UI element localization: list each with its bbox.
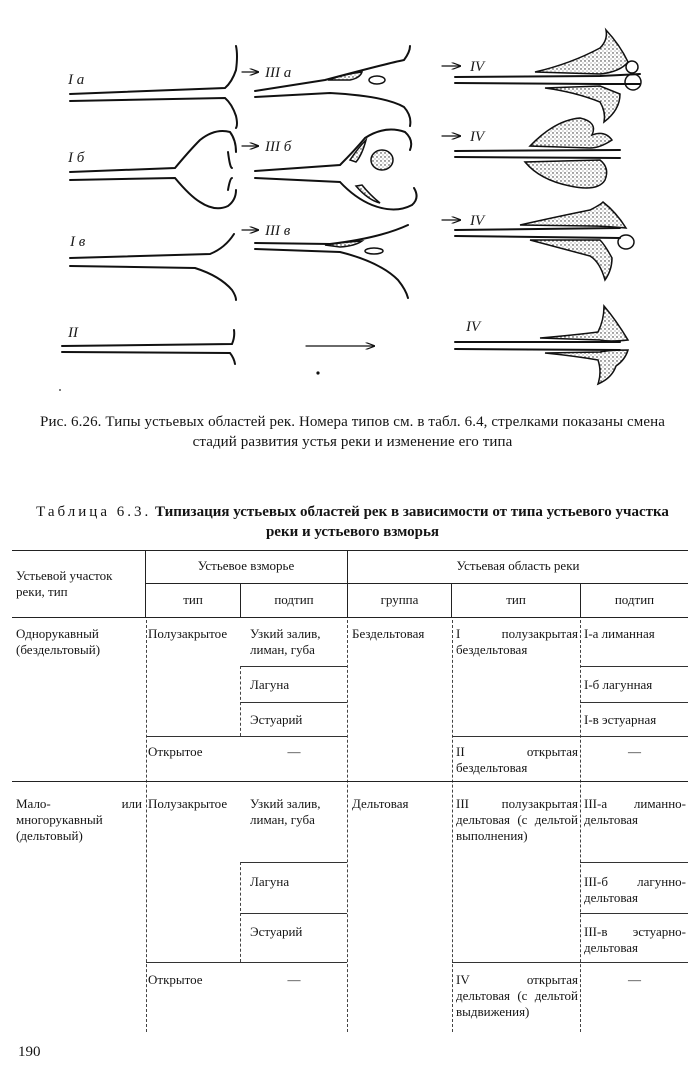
cell-type-II: II открытая бездельтовая xyxy=(456,744,578,775)
cell-narrow-bay-1: Узкий залив, лиман, губа xyxy=(250,626,321,657)
cell-semi-closed-2: Полузакрытое xyxy=(148,796,228,811)
label-IIIv: III в xyxy=(265,223,291,239)
cell-lagoon-2: Лагуна xyxy=(250,874,290,889)
label-IV-1: IV xyxy=(470,59,485,75)
cell-dash-2: — xyxy=(287,972,301,987)
cell-sub-IIIb: III-б лагунно-дельтовая xyxy=(584,874,686,905)
cell-group-nondelta: Бездельтовая xyxy=(352,626,425,641)
header-mouth-region: Устьевая область реки xyxy=(456,558,580,573)
cell-sub-Iv: I-в эстуарная xyxy=(584,712,657,727)
cell-estuary-2: Эстуарий xyxy=(250,924,303,939)
label-IV-2: IV xyxy=(470,129,485,145)
header-sea-subtype: подтип xyxy=(274,592,314,607)
cell-open-1: Открытое xyxy=(148,744,203,759)
figure-caption: Рис. 6.26. Типы устьевых областей рек. Номера типов см. в табл. 6.4, стрелками показаны смена стадий развития устья реки и изменение его типа xyxy=(40,414,665,450)
row-single-channel: Однорукавный (бездельтовый) xyxy=(16,626,101,657)
cell-narrow-bay-2: Узкий залив, лиман, губа xyxy=(250,796,321,827)
cell-sub-Ib: I-б лагунная xyxy=(584,677,653,692)
cell-sub-Ia: I-а лиманная xyxy=(584,626,655,641)
cell-estuary-1: Эстуарий xyxy=(250,712,303,727)
cell-sub-dash-2: — xyxy=(628,972,641,987)
table-number: Таблица 6.3. xyxy=(36,504,152,520)
label-II: II xyxy=(68,325,78,341)
cell-type-IV: IV открытая дельтовая (с дельтой выдвижения) xyxy=(456,972,578,1019)
cell-open-2: Открытое xyxy=(148,972,203,987)
header-type: тип xyxy=(506,592,526,607)
label-Ia: I а xyxy=(68,72,85,88)
table-name: Типизация устьевых областей рек в зависимости от типа устьевого участка реки и устьевого взморья xyxy=(155,504,669,540)
label-IIIa: III а xyxy=(265,65,292,81)
cell-group-delta: Дельтовая xyxy=(352,796,409,811)
cell-lagoon-1: Лагуна xyxy=(250,677,290,692)
label-IV-4: IV xyxy=(466,319,481,335)
header-seaside: Устьевое взморье xyxy=(197,558,295,573)
cell-sub-IIIv: III-в эстуарно-дельтовая xyxy=(584,924,686,955)
label-Ib: I б xyxy=(68,150,85,166)
cell-semi-closed-1: Полузакрытое xyxy=(148,626,228,641)
label-IIIb: III б xyxy=(265,139,292,155)
header-river-section: Устьевой участок реки, тип xyxy=(16,568,113,599)
label-IV-3: IV xyxy=(470,213,485,229)
cell-dash-1: — xyxy=(287,744,301,759)
label-Iv: I в xyxy=(70,234,86,250)
header-group: группа xyxy=(380,592,419,607)
row-multi-channel: Мало- или многорукавный (дельтовый) xyxy=(16,796,142,843)
cell-sub-IIIa: III-а лиманно-дельтовая xyxy=(584,796,686,827)
cell-type-III: III полузакрытая дельтовая (с дельтой выполнения) xyxy=(456,796,578,843)
header-sea-type: тип xyxy=(183,592,203,607)
page-number: 190 xyxy=(18,1044,41,1060)
cell-type-I: I полузакрытая бездельтовая xyxy=(456,626,578,657)
cell-sub-dash-1: — xyxy=(628,744,641,759)
header-subtype: подтип xyxy=(614,592,655,607)
